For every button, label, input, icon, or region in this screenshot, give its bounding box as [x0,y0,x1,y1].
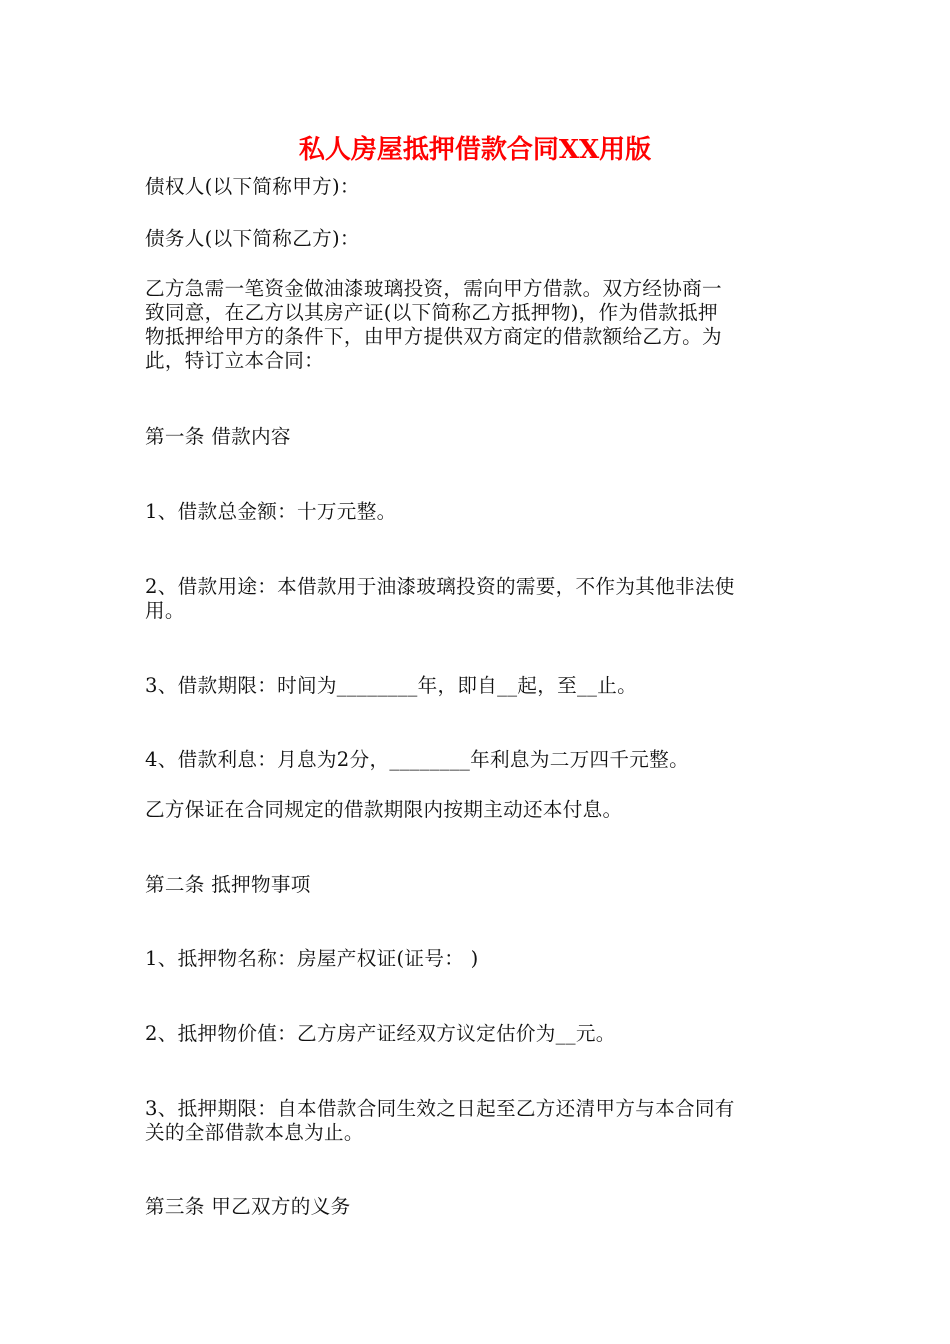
article-1-item-1: 1、借款总金额：十万元整。 [145,500,397,523]
item-line: 用。 [145,599,185,622]
article-1-heading: 第一条 借款内容 [145,425,291,448]
preamble-paragraph [145,277,807,373]
item-line: 2、借款用途：本借款用于油漆玻璃投资的需要，不作为其他非法使 [145,575,735,598]
article-2-heading: 第二条 抵押物事项 [145,873,311,896]
document-title: 私人房屋抵押借款合同XX用版 [298,135,652,165]
item-line: 3、抵押期限：自本借款合同生效之日起至乙方还清甲方与本合同有 [145,1097,735,1120]
preamble-line: 物抵押给甲方的条件下，由甲方提供双方商定的借款额给乙方。为 [145,325,722,348]
preamble-line: 此，特订立本合同： [145,349,325,372]
preamble-line: 乙方急需一笔资金做油漆玻璃投资，需向甲方借款。双方经协商一 [145,277,722,300]
article-1-item-4: 4、借款利息：月息为2分，________年利息为二万四千元整。 [145,748,689,771]
preamble-line: 致同意，在乙方以其房产证(以下简称乙方抵押物)，作为借款抵押 [145,301,718,324]
article-1-item-3: 3、借款期限：时间为________年，即自__起，至__止。 [145,674,638,697]
creditor-line: 债权人(以下简称甲方)： [145,175,360,198]
article-2-item-2: 2、抵押物价值：乙方房产证经双方议定估价为__元。 [145,1022,616,1045]
article-1-item-2 [145,575,807,623]
article-2-item-1: 1、抵押物名称：房屋产权证(证号： ) [145,947,479,970]
article-2-item-3 [145,1097,807,1145]
item-line: 关的全部借款本息为止。 [145,1121,364,1144]
article-3-heading: 第三条 甲乙双方的义务 [145,1195,351,1218]
debtor-line: 债务人(以下简称乙方)： [145,227,360,250]
repayment-guarantee: 乙方保证在合同规定的借款期限内按期主动还本付息。 [145,798,623,821]
